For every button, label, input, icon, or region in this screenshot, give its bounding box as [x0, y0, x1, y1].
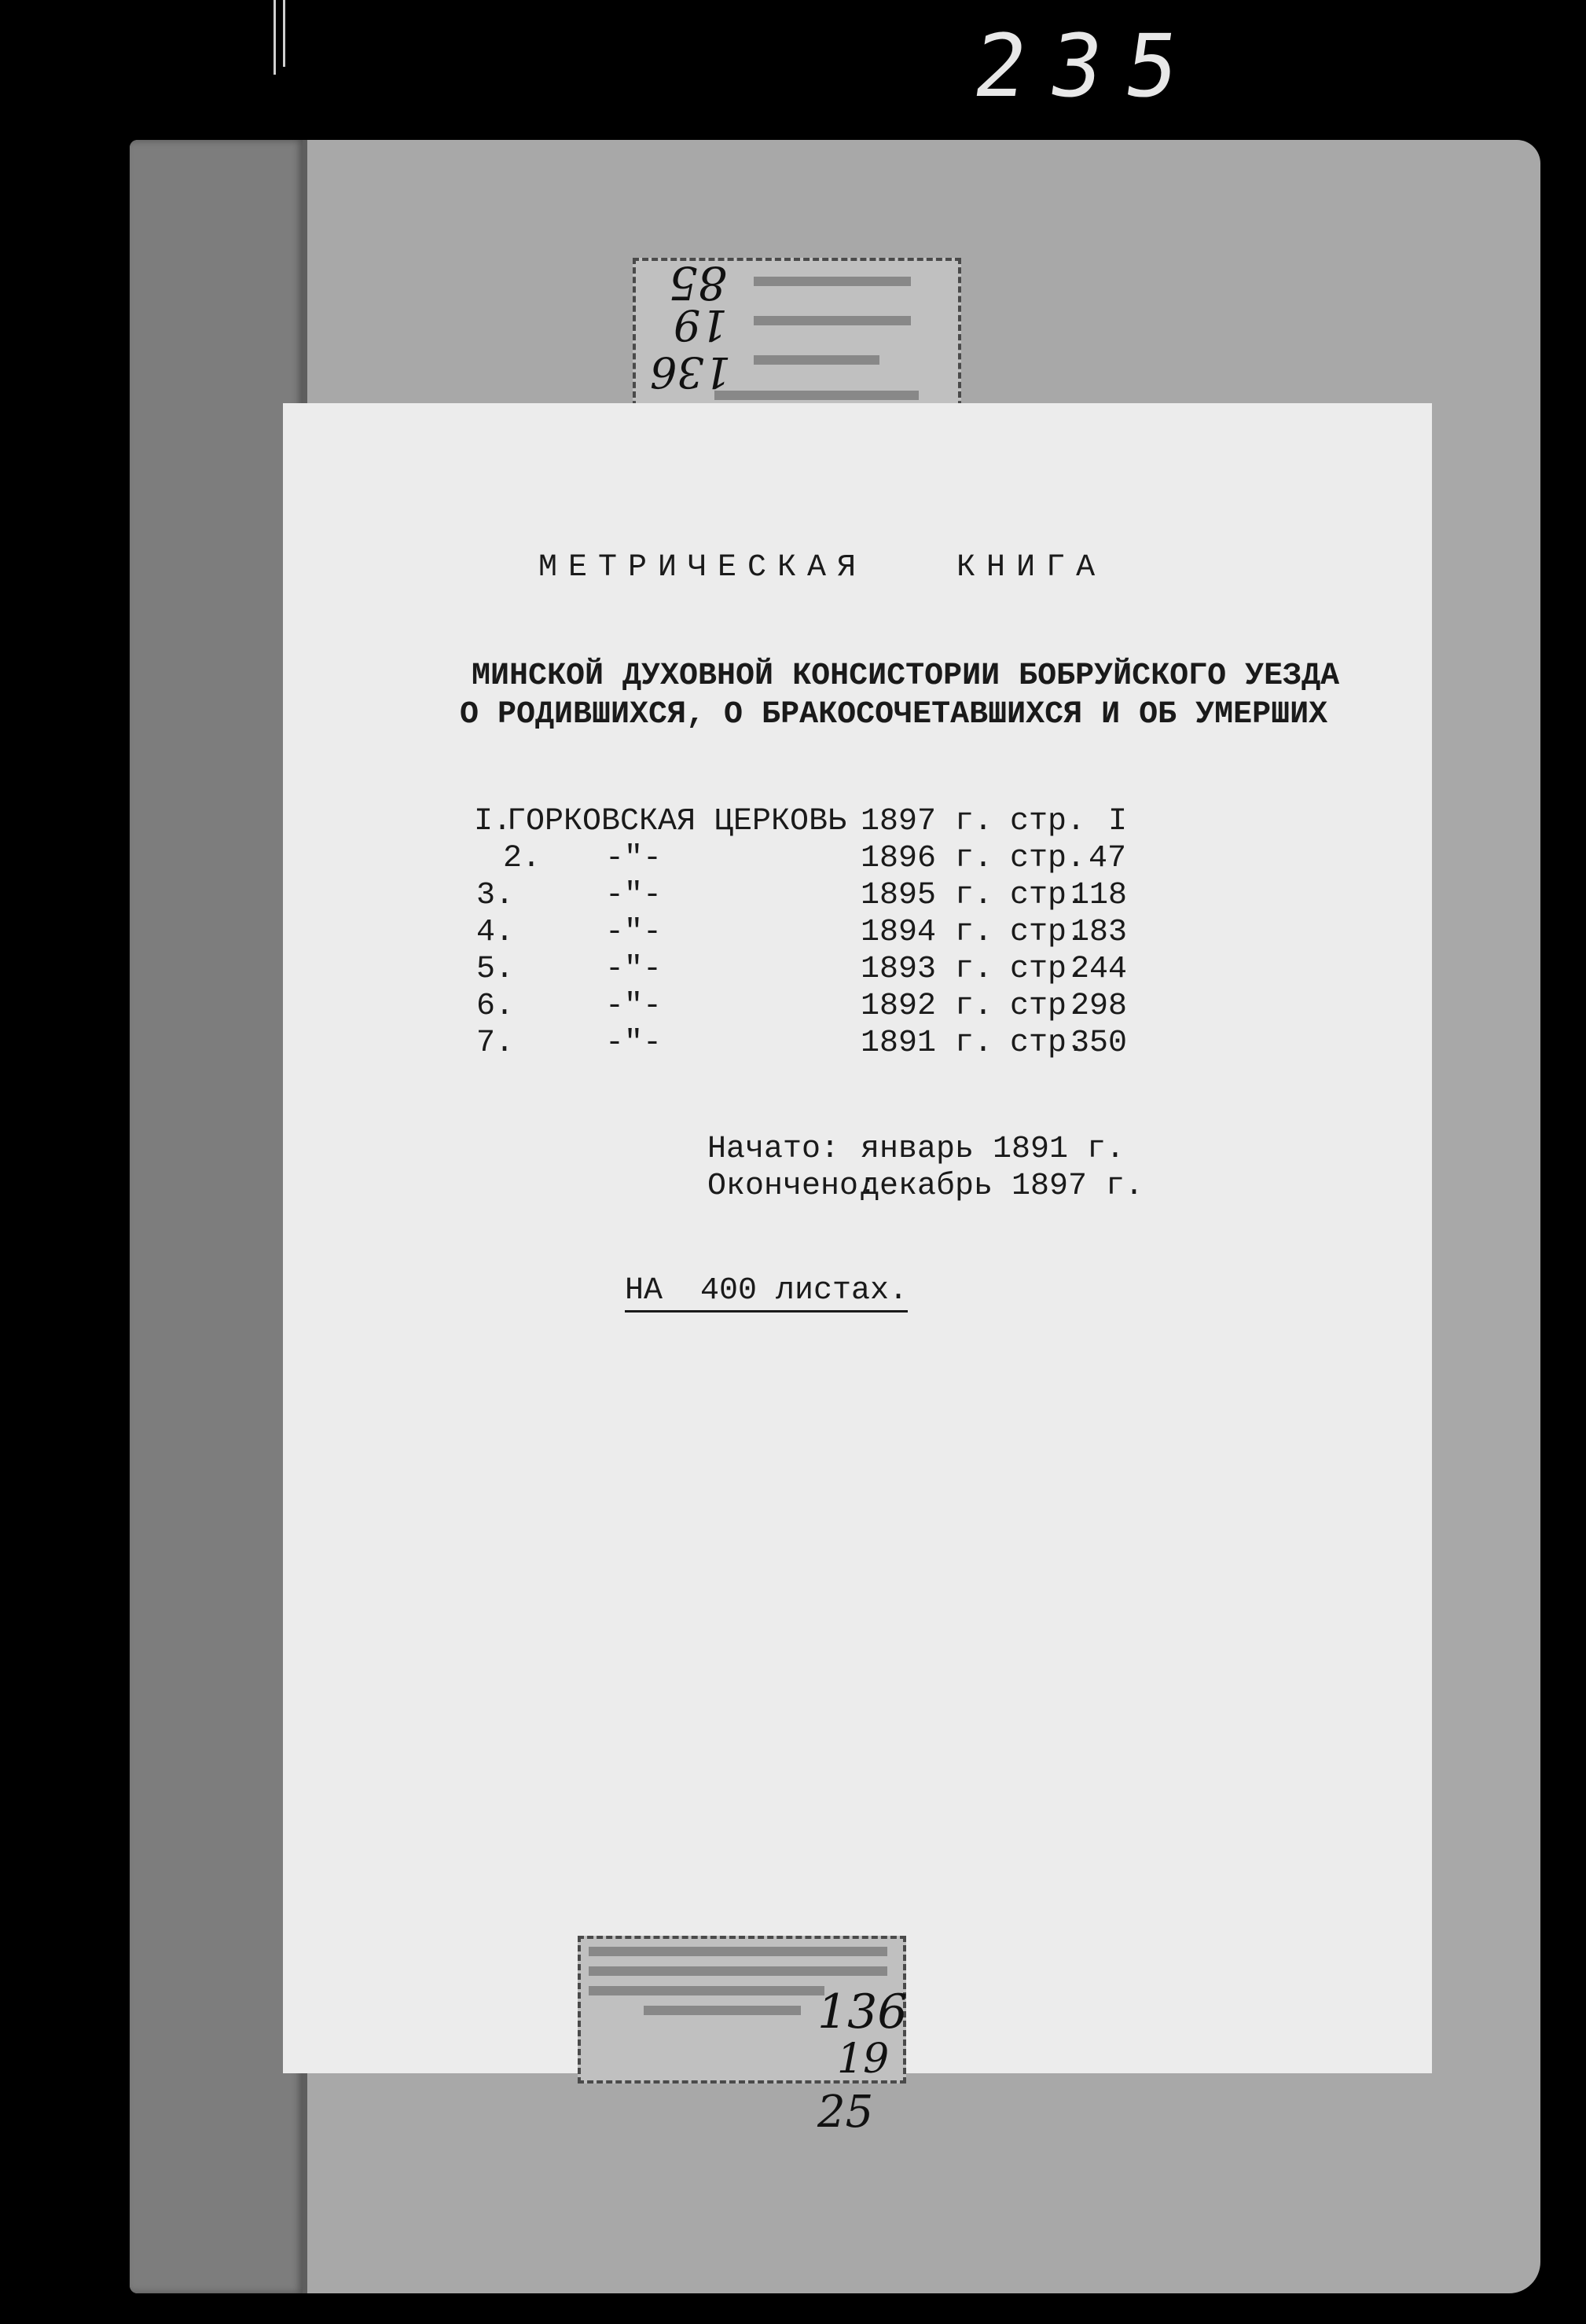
- row-page: 118: [1070, 878, 1128, 913]
- row-page: 350: [1070, 1026, 1128, 1061]
- row-year: 1894 г.: [861, 915, 993, 950]
- row-year: 1897 г.: [861, 804, 993, 839]
- document-title: МЕТРИЧЕСКАЯ КНИГА: [538, 550, 1107, 586]
- ended-label: Окончено:: [707, 1169, 878, 1204]
- row-church: -"-: [605, 915, 663, 950]
- row-page: 183: [1070, 915, 1128, 950]
- row-number: 3.: [476, 878, 515, 913]
- row-year: 1896 г.: [861, 841, 993, 876]
- row-number: 7.: [476, 1026, 515, 1061]
- sheet-number: 235: [967, 16, 1209, 116]
- edge-mark-2: [283, 0, 285, 67]
- row-page-label: стр.: [1010, 841, 1086, 876]
- row-page: 298: [1070, 989, 1128, 1024]
- row-church: -"-: [605, 989, 663, 1024]
- row-page: I: [1108, 804, 1128, 839]
- row-year: 1891 г.: [861, 1026, 993, 1061]
- stamp-top-number-3: 136: [650, 347, 732, 397]
- row-church: ГОРКОВСКАЯ ЦЕРКОВЬ: [507, 804, 847, 839]
- stamp-top-number-2: 19: [674, 300, 728, 350]
- folder-spine: [130, 140, 304, 2293]
- ended-value: декабрь 1897 г.: [861, 1169, 1144, 1204]
- document-subtitle-line-1: МИНСКОЙ ДУХОВНОЙ КОНСИСТОРИИ БОБРУЙСКОГО УЕЗДА: [472, 659, 1340, 694]
- document-label: [283, 403, 1432, 2073]
- edge-mark-1: [274, 0, 276, 75]
- row-church: -"-: [605, 841, 663, 876]
- stamp-bottom-number-3: 25: [817, 2087, 874, 2138]
- row-number: 2.: [503, 841, 542, 876]
- started-value: январь 1891 г.: [861, 1132, 1125, 1167]
- row-page-label: стр.: [1010, 878, 1086, 913]
- sheets-count: НА 400 листах.: [625, 1273, 908, 1313]
- row-number: I.: [474, 804, 512, 839]
- row-number: 6.: [476, 989, 515, 1024]
- row-year: 1892 г.: [861, 989, 993, 1024]
- row-church: -"-: [605, 952, 663, 987]
- row-page-label: стр.: [1010, 989, 1086, 1024]
- row-page-label: стр.: [1010, 952, 1086, 987]
- row-church: -"-: [605, 878, 663, 913]
- row-page: 244: [1070, 952, 1128, 987]
- row-page-label: стр.: [1010, 1026, 1086, 1061]
- row-page: 47: [1089, 841, 1127, 876]
- row-church: -"-: [605, 1026, 663, 1061]
- document-subtitle-line-2: О РОДИВШИХСЯ, О БРАКОСОЧЕТАВШИХСЯ И ОБ УМЕРШИХ: [460, 697, 1328, 732]
- row-page-label: стр.: [1010, 915, 1086, 950]
- row-number: 4.: [476, 915, 515, 950]
- stamp-bottom-number-1: 136: [817, 1984, 908, 2039]
- row-year: 1895 г.: [861, 878, 993, 913]
- row-number: 5.: [476, 952, 515, 987]
- stamp-bottom-number-2: 19: [837, 2036, 890, 2083]
- started-label: Начато:: [707, 1132, 840, 1167]
- stamp-top-number-1: 85: [669, 256, 727, 310]
- row-year: 1893 г.: [861, 952, 993, 987]
- row-page-label: стр.: [1010, 804, 1086, 839]
